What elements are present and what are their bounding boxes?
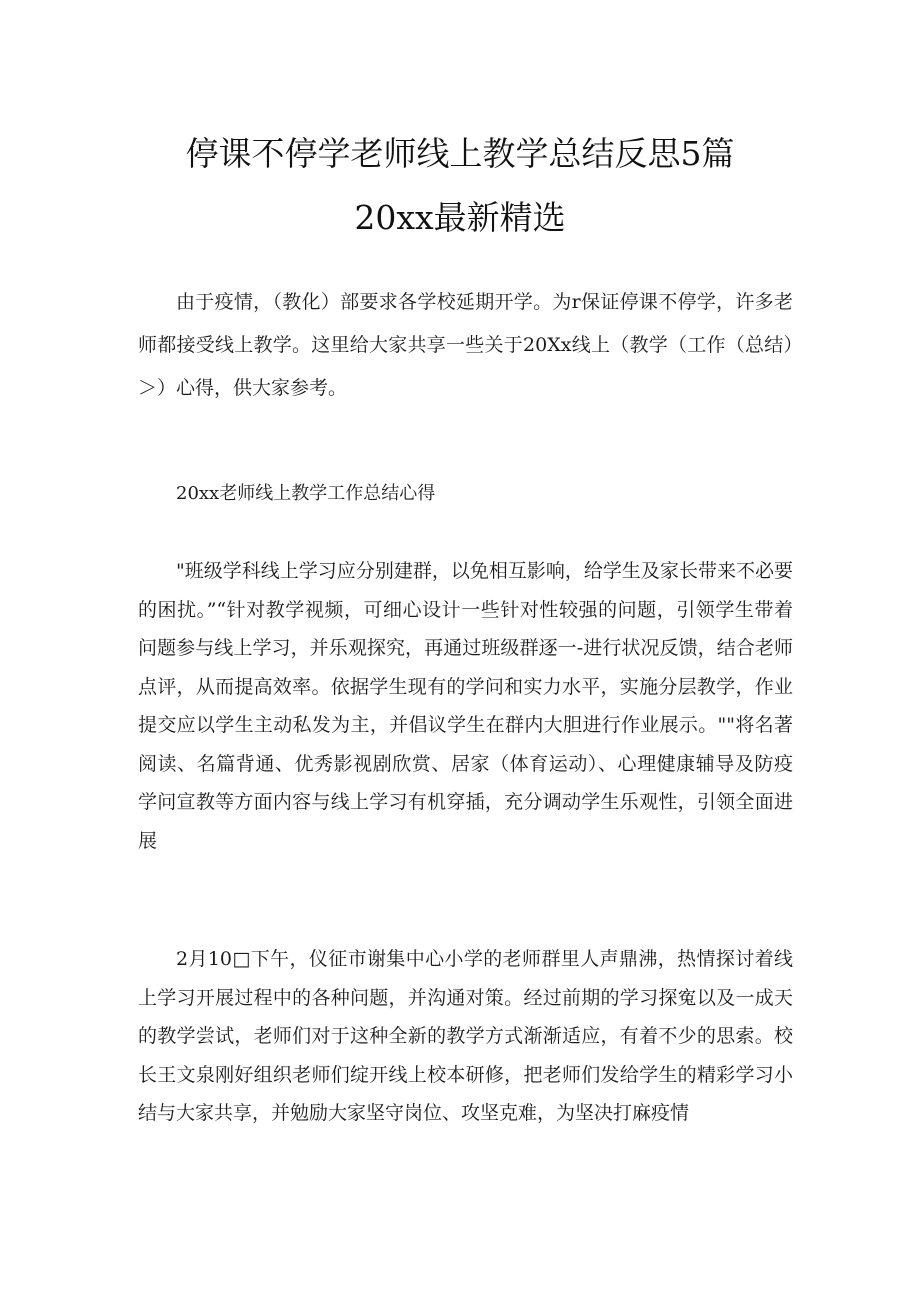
body-paragraph-1: "班级学科线上学习应分别建群，以免相互影响，给学生及家长带来不必要的困扰。”“针对教学视频，可细心设计一些针对性较强的问题，引领学生带着问题参与线上学习，并乐观探究，再通过班级群逐一-进行状况反馈，结合老师点评，从而提高效率。依据学生现有的学问和实力水平，实施分层教学，作业提交应以学生主动私发为主，并倡议学生在群内大胆进行作业展示。""将名著阅读、名篇背通、优秀影视剧欣赏、居家（体育运动）、心理健康辅导及防疫学问宣教等方面内容与线上学习有机穿插，充分调动学生乐观性，引领全面进展 bbox=[138, 560, 793, 852]
document-title-line-1: 停课不停学老师线上教学总结反思5篇 bbox=[185, 134, 735, 173]
body-paragraph-2: 2月10□下午，仪征市谢集中心小学的老师群里人声鼎沸，热情探讨着线上学习开展过程中的各种问题，并沟通对策。经过前期的学习探寃以及一成天的教学尝试，老师们对于这种全新的教学方式渐渐适应，有着不少的思索。校长王文泉刚好组织老师们绽开线上校本研修，把老师们发给学生的精彩学习小结与大家共享，并勉励大家坚守岗位、攻坚克难，为坚决打麻疫情 bbox=[138, 948, 793, 1124]
intro-paragraph: 由于疫情，（教化）部要求各学校延期开学。为r保证停课不停学，许多老师都接受线上教学。这里给大家共享一些关于20Xx线上（教学（工作（总结）＞）心得，供大家参考。 bbox=[138, 291, 793, 399]
document-title-line-2: 20xx最新精选 bbox=[354, 198, 566, 237]
section-heading: 20xx老师线上教学工作总结心得 bbox=[176, 483, 436, 504]
